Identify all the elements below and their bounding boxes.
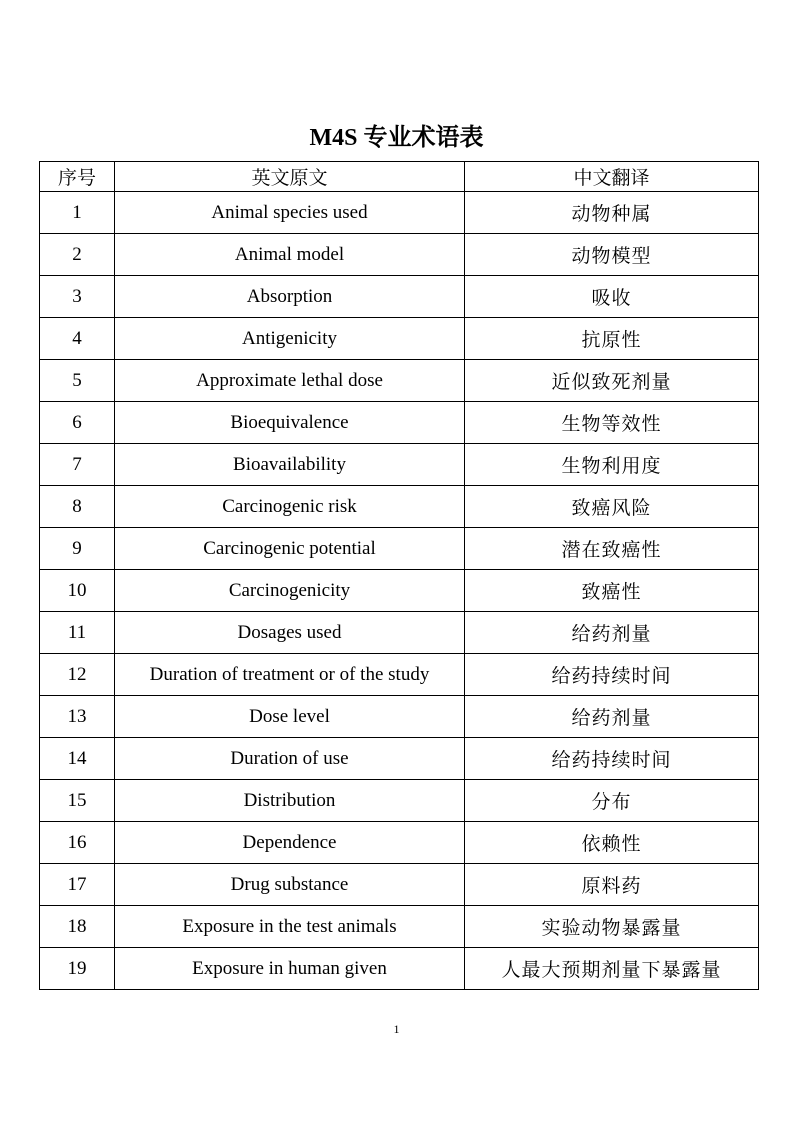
table-row (40, 864, 759, 906)
table-row (40, 486, 759, 528)
chinese-term: 人最大预期剂量下暴露量 (465, 948, 759, 990)
english-term: Drug substance (115, 864, 465, 906)
row-number: 8 (40, 486, 115, 528)
terminology-table (39, 161, 759, 990)
table-row (40, 780, 759, 822)
page-title: M4S 专业术语表 (309, 125, 484, 151)
header-english: 英文原文 (115, 162, 465, 192)
row-number: 1 (40, 192, 115, 234)
row-number: 12 (40, 654, 115, 696)
table-row (40, 444, 759, 486)
row-number: 9 (40, 528, 115, 570)
row-number: 15 (40, 780, 115, 822)
english-term: Bioavailability (115, 444, 465, 486)
table-body (40, 192, 759, 990)
chinese-term: 实验动物暴露量 (465, 906, 759, 948)
table-row (40, 192, 759, 234)
row-number: 3 (40, 276, 115, 318)
chinese-term: 给药剂量 (465, 696, 759, 738)
row-number: 10 (40, 570, 115, 612)
row-number: 11 (40, 612, 115, 654)
english-term: Absorption (115, 276, 465, 318)
row-number: 19 (40, 948, 115, 990)
chinese-term: 依赖性 (465, 822, 759, 864)
row-number: 18 (40, 906, 115, 948)
row-number: 16 (40, 822, 115, 864)
chinese-term: 给药持续时间 (465, 654, 759, 696)
row-number: 5 (40, 360, 115, 402)
english-term: Approximate lethal dose (115, 360, 465, 402)
english-term: Carcinogenic risk (115, 486, 465, 528)
table-row (40, 612, 759, 654)
english-term: Dose level (115, 696, 465, 738)
table-header-row (40, 162, 759, 192)
chinese-term: 近似致死剂量 (465, 360, 759, 402)
chinese-term: 动物种属 (465, 192, 759, 234)
row-number: 7 (40, 444, 115, 486)
english-term: Carcinogenicity (115, 570, 465, 612)
header-chinese: 中文翻译 (465, 162, 759, 192)
row-number: 4 (40, 318, 115, 360)
table-row (40, 738, 759, 780)
english-term: Carcinogenic potential (115, 528, 465, 570)
chinese-term: 抗原性 (465, 318, 759, 360)
row-number: 13 (40, 696, 115, 738)
table-row (40, 528, 759, 570)
chinese-term: 原料药 (465, 864, 759, 906)
chinese-term: 生物利用度 (465, 444, 759, 486)
table-row (40, 402, 759, 444)
chinese-term: 生物等效性 (465, 402, 759, 444)
english-term: Exposure in human given (115, 948, 465, 990)
table-row (40, 822, 759, 864)
header-number: 序号 (40, 162, 115, 192)
row-number: 2 (40, 234, 115, 276)
chinese-term: 动物模型 (465, 234, 759, 276)
english-term: Animal model (115, 234, 465, 276)
english-term: Distribution (115, 780, 465, 822)
english-term: Dosages used (115, 612, 465, 654)
table-row (40, 276, 759, 318)
table-row (40, 696, 759, 738)
chinese-term: 潜在致癌性 (465, 528, 759, 570)
table-row (40, 360, 759, 402)
table-row (40, 948, 759, 990)
english-term: Animal species used (115, 192, 465, 234)
table-row (40, 654, 759, 696)
row-number: 14 (40, 738, 115, 780)
table-row (40, 570, 759, 612)
table-row (40, 906, 759, 948)
english-term: Duration of treatment or of the study (115, 654, 465, 696)
row-number: 6 (40, 402, 115, 444)
english-term: Dependence (115, 822, 465, 864)
english-term: Antigenicity (115, 318, 465, 360)
table-row (40, 234, 759, 276)
row-number: 17 (40, 864, 115, 906)
chinese-term: 吸收 (465, 276, 759, 318)
english-term: Bioequivalence (115, 402, 465, 444)
table-row (40, 318, 759, 360)
chinese-term: 分布 (465, 780, 759, 822)
page-number: 1 (393, 1022, 400, 1036)
english-term: Exposure in the test animals (115, 906, 465, 948)
chinese-term: 给药持续时间 (465, 738, 759, 780)
chinese-term: 致癌风险 (465, 486, 759, 528)
english-term: Duration of use (115, 738, 465, 780)
chinese-term: 给药剂量 (465, 612, 759, 654)
chinese-term: 致癌性 (465, 570, 759, 612)
